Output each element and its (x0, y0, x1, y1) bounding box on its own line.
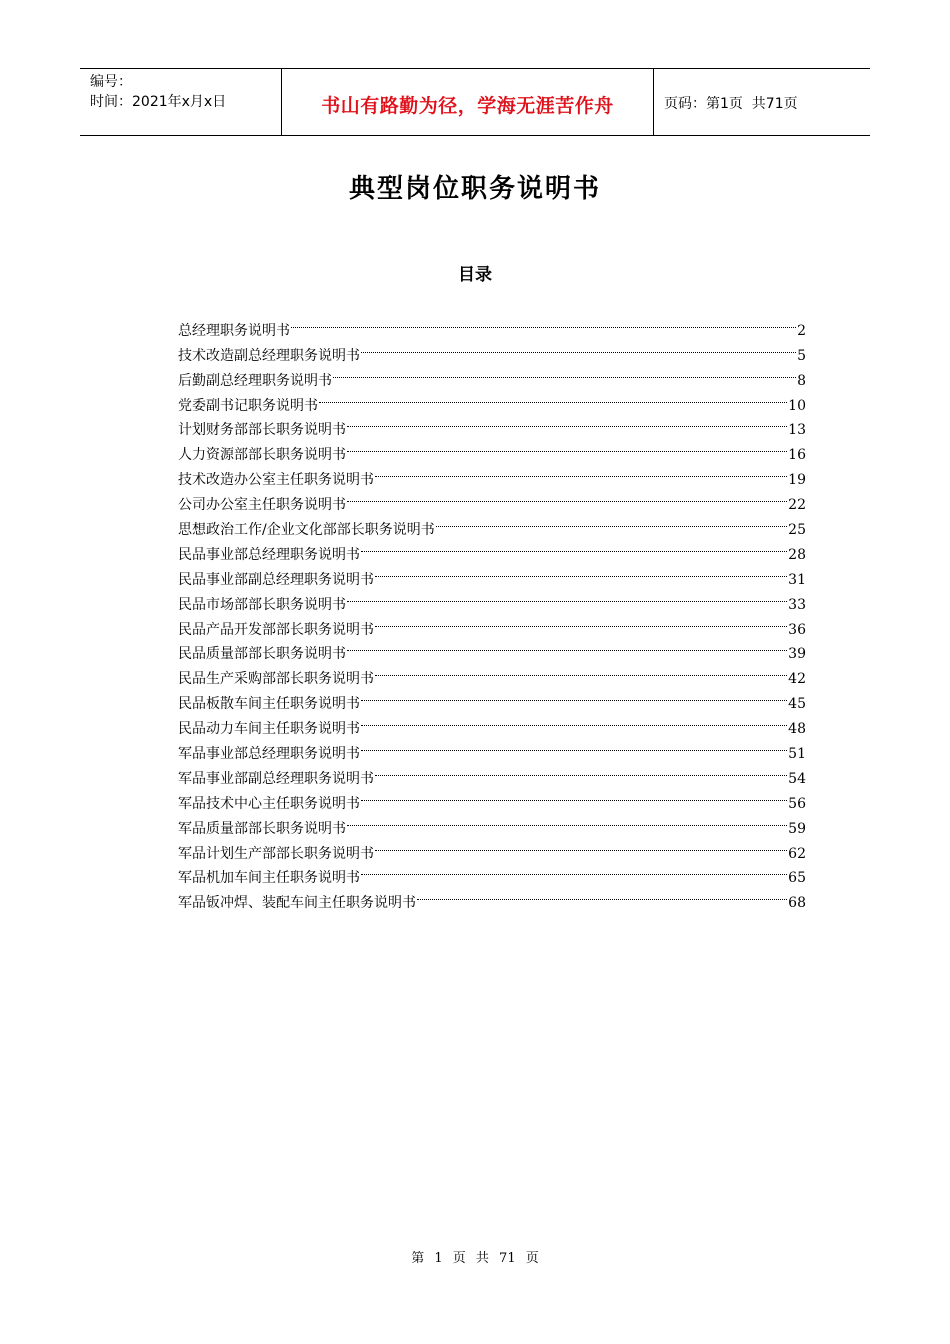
document-title: 典型岗位职务说明书 (348, 174, 601, 204)
toc-dot-leader (347, 434, 787, 459)
toc-entry-label: 民品生产采购部部长职务说明书 (178, 671, 374, 688)
toc-dot-leader (361, 335, 796, 360)
toc-dot-leader (361, 733, 787, 758)
toc-entry-label: 民品市场部部长职务说明书 (178, 596, 346, 613)
toc-entry-label: 民品动力车间主任职务说明书 (178, 721, 360, 738)
toc-entry-page-number: 25 (788, 522, 806, 539)
toc-entry-page-number: 54 (788, 770, 806, 787)
toc-dot-leader (361, 783, 787, 808)
document-date-label: 时间：2021年x月x日 (90, 94, 227, 110)
toc-dot-leader (361, 708, 787, 733)
toc-entry-page-number: 5 (797, 347, 806, 364)
toc-entry-page-number: 19 (788, 472, 806, 489)
document-number-label: 编号： (90, 74, 132, 90)
toc-entry-label: 军品计划生产部部长职务说明书 (178, 845, 374, 862)
toc-entry-page-number: 8 (797, 372, 806, 389)
toc-entry-page-number: 42 (788, 671, 806, 688)
toc-entry-page-number: 2 (797, 322, 806, 339)
toc-entry-page-number: 10 (788, 397, 806, 414)
toc-entry-label: 民品板散车间主任职务说明书 (178, 696, 360, 713)
header-meta (80, 69, 282, 135)
toc-dot-leader (361, 858, 787, 883)
toc-entry-page-number: 56 (788, 795, 806, 812)
toc-entry-label: 民品产品开发部部长职务说明书 (178, 621, 374, 638)
toc-entry-label: 党委副书记职务说明书 (178, 397, 318, 414)
header-page-info (654, 69, 870, 135)
toc-entry-page-number: 31 (788, 571, 806, 588)
toc-entry-label: 军品质量部部长职务说明书 (178, 820, 346, 837)
toc-dot-leader (347, 808, 787, 833)
toc-entry-label: 计划财务部部长职务说明书 (178, 422, 346, 439)
toc-entry-page-number: 59 (788, 820, 806, 837)
toc-dot-leader (375, 559, 787, 584)
toc-entry-page-number: 16 (788, 447, 806, 464)
toc-dot-leader (375, 833, 787, 858)
toc-dot-leader (347, 410, 787, 435)
toc-dot-leader (417, 882, 787, 907)
toc-entry-page-number: 33 (788, 596, 806, 613)
toc-entry-page-number: 68 (788, 895, 806, 912)
toc-entry-label: 公司办公室主任职务说明书 (178, 497, 346, 514)
toc-entry-label: 军品钣冲焊、装配车间主任职务说明书 (178, 895, 416, 912)
toc-entry[interactable] (178, 310, 806, 339)
toc-dot-leader (347, 634, 787, 659)
toc-entry-label: 民品质量部部长职务说明书 (178, 646, 346, 663)
toc-entry-label: 民品事业部副总经理职务说明书 (178, 571, 374, 588)
toc-entry-page-number: 48 (788, 721, 806, 738)
toc-entry-page-number: 39 (788, 646, 806, 663)
toc-entry-page-number: 65 (788, 870, 806, 887)
toc-dot-leader (436, 509, 787, 534)
toc-entry-page-number: 62 (788, 845, 806, 862)
toc-dot-leader (319, 385, 787, 410)
toc-entry-page-number: 51 (788, 746, 806, 763)
page-footer: 第 1 页 共 71 页 (411, 1251, 539, 1266)
toc-entry-label: 技术改造办公室主任职务说明书 (178, 472, 374, 489)
toc-dot-leader (375, 609, 787, 634)
toc-entry-label: 民品事业部总经理职务说明书 (178, 546, 360, 563)
toc-entry-label: 技术改造副总经理职务说明书 (178, 347, 360, 364)
toc-entry-label: 人力资源部部长职务说明书 (178, 447, 346, 464)
toc-entry-label: 后勤副总经理职务说明书 (178, 372, 332, 389)
toc-entry-page-number: 36 (788, 621, 806, 638)
toc-entry-label: 军品事业部总经理职务说明书 (178, 746, 360, 763)
toc-dot-leader (333, 360, 796, 385)
toc-dot-leader (291, 310, 796, 335)
toc-entry-label: 军品技术中心主任职务说明书 (178, 795, 360, 812)
toc-entry-label: 思想政治工作/企业文化部部长职务说明书 (178, 522, 435, 539)
toc-dot-leader (361, 683, 787, 708)
toc-dot-leader (375, 459, 787, 484)
toc-dot-leader (347, 484, 787, 509)
toc-entry-page-number: 22 (788, 497, 806, 514)
toc-entry-label: 军品机加车间主任职务说明书 (178, 870, 360, 887)
page-header (80, 68, 870, 136)
header-motto: 书山有路勤为径，学海无涯苦作舟 (282, 69, 654, 135)
toc-entry-page-number: 45 (788, 696, 806, 713)
toc-entry-page-number: 28 (788, 546, 806, 563)
toc-dot-leader (347, 584, 787, 609)
toc-dot-leader (375, 658, 787, 683)
toc-entry-label: 总经理职务说明书 (178, 322, 290, 339)
toc-dot-leader (361, 534, 787, 559)
toc-entry-label: 军品事业部副总经理职务说明书 (178, 770, 374, 787)
toc-entry-page-number: 13 (788, 422, 806, 439)
table-of-contents (178, 310, 806, 912)
page-info-text: 页码：第1页 共71页 (664, 96, 798, 112)
toc-dot-leader (375, 758, 787, 783)
toc-heading: 目录 (458, 265, 492, 285)
